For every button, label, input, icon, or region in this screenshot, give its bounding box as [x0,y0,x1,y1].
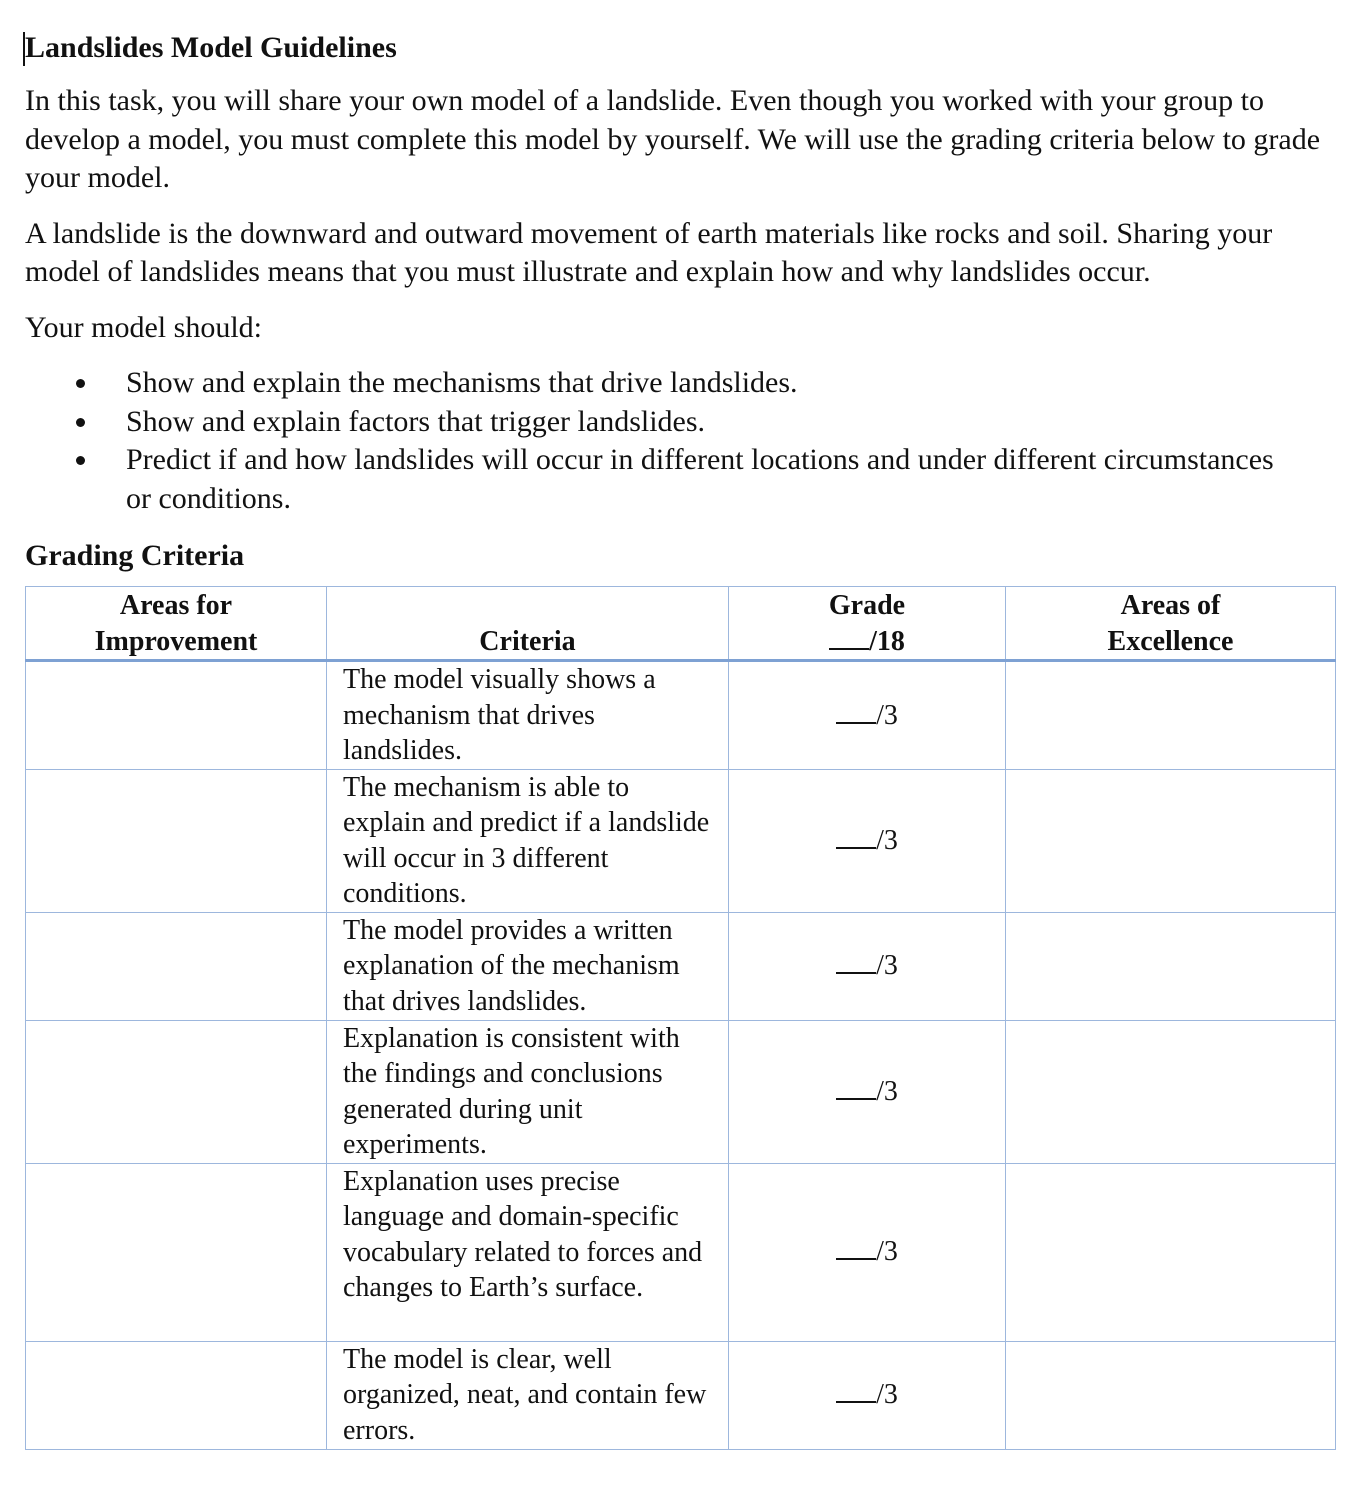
grade-cell[interactable]: /3 [729,1163,1006,1341]
excellence-cell[interactable] [1006,1020,1336,1163]
bullet-icon [76,379,85,388]
grade-blank[interactable] [836,823,876,849]
table-row [26,661,1336,770]
grade-cell[interactable]: /3 [729,1341,1006,1449]
excellence-cell[interactable] [1006,769,1336,912]
excellence-cell[interactable] [1006,1163,1336,1341]
grade-cell[interactable]: /3 [729,769,1006,912]
grade-blank[interactable] [836,1377,876,1403]
list-item [25,441,1286,518]
excellence-cell[interactable] [1006,912,1336,1020]
column-header-areas-for-improvement: Areas for Improvement [26,587,327,661]
model-should-paragraph: Your model should: [25,310,262,344]
excellence-cell[interactable] [1006,661,1336,770]
table-row [26,1341,1336,1449]
intro-paragraph: In this task, you will share your own model of a landslide. Even though you worked with your group to develop a model, you must complete this model by yourself. We will use the grading criteria below to grade your model. [25,84,1321,194]
improvement-cell[interactable] [26,661,327,770]
improvement-cell[interactable] [26,1163,327,1341]
requirements-list [25,364,1335,518]
list-item [25,364,1286,403]
grade-blank[interactable] [836,1074,876,1100]
criteria-cell: Explanation uses precise language and domain-specific vocabulary related to forces and changes to Earth’s surface. [327,1163,729,1341]
table-row [26,912,1336,1020]
grading-criteria-heading: Grading Criteria [25,539,245,572]
criteria-cell: The model is clear, well organized, neat, and contain few errors. [327,1341,729,1449]
grade-cell[interactable]: /3 [729,1020,1006,1163]
list-item-text: Predict if and how landslides will occur in different locations and under different circumstances or conditions. [126,443,1274,515]
grade-blank[interactable] [836,948,876,974]
table-row [26,1020,1336,1163]
criteria-cell: Explanation is consistent with the findings and conclusions generated during unit experiments. [327,1020,729,1163]
grade-cell[interactable]: /3 [729,661,1006,770]
grade-cell[interactable]: /3 [729,912,1006,1020]
grading-table [25,586,1336,1450]
criteria-cell: The mechanism is able to explain and predict if a landslide will occur in 3 different conditions. [327,769,729,912]
improvement-cell[interactable] [26,912,327,1020]
document-title [25,26,1335,70]
criteria-cell: The model visually shows a mechanism that drives landslides. [327,661,729,770]
improvement-cell[interactable] [26,769,327,912]
table-row [26,769,1336,912]
document-page [25,26,1335,1450]
column-header-grade: Grade /18 [729,587,1006,661]
table-row [26,1163,1336,1341]
table-header-row [26,587,1336,661]
bullet-icon [76,418,85,427]
column-header-areas-of-excellence: Areas of Excellence [1006,587,1336,661]
column-header-criteria: Criteria [327,587,729,661]
improvement-cell[interactable] [26,1020,327,1163]
text-cursor [23,32,25,66]
grade-blank[interactable] [829,624,869,650]
document-title-text: Landslides Model Guidelines [25,31,397,64]
criteria-cell: The model provides a written explanation of the mechanism that drives landslides. [327,912,729,1020]
excellence-cell[interactable] [1006,1341,1336,1449]
grade-blank[interactable] [836,698,876,724]
improvement-cell[interactable] [26,1341,327,1449]
definition-paragraph: A landslide is the downward and outward movement of earth materials like rocks and soil. Sharing your model of landslides means that you must illustrate and explain how and why landslides occur. [25,216,1273,288]
list-item-text: Show and explain the mechanisms that drive landslides. [126,366,798,399]
grade-blank[interactable] [836,1234,876,1260]
list-item [25,403,1286,442]
list-item-text: Show and explain factors that trigger landslides. [126,404,706,438]
bullet-icon [76,456,85,465]
